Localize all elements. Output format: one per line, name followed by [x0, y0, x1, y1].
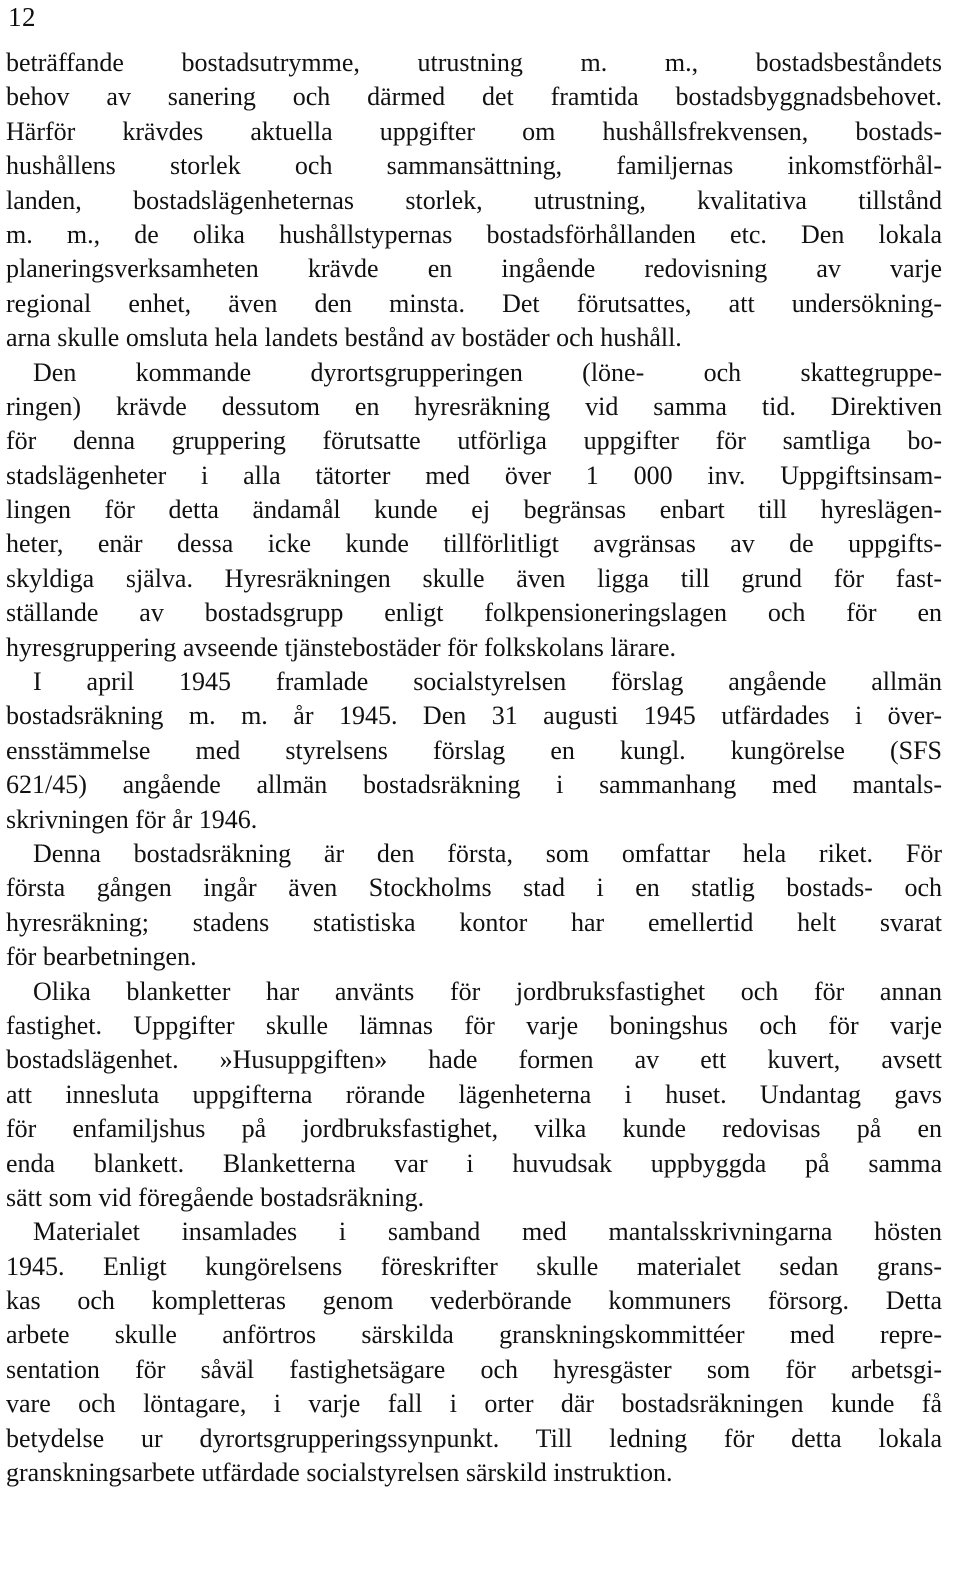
- text-line: lingen för detta ändamål kunde ej begränsas enbart till hyreslägen-: [6, 495, 942, 525]
- text-line: hushållens storlek och sammansättning, familjernas inkomstförhål-: [6, 151, 942, 181]
- text-line: för bearbetningen.: [6, 942, 197, 972]
- text-line: planeringsverksamheten krävde en ingående redovisning av varje: [6, 254, 942, 284]
- text-line: regional enhet, även den minsta. Det förutsattes, att undersökning-: [6, 288, 942, 318]
- text-line: bostadsräkning m. m. år 1945. Den 31 augusti 1945 utfärdades i över-: [6, 701, 942, 731]
- text-line: ringen) krävde dessutom en hyresräkning vid samma tid. Direktiven: [6, 391, 942, 421]
- text-line: stadslägenheter i alla tätorter med över 1 000 inv. Uppgiftsinsam-: [6, 460, 942, 490]
- text-line: ställande av bostadsgrupp enligt folkpensioneringslagen och för en: [6, 598, 942, 628]
- text-line: beträffande bostadsutrymme, utrustning m. m., bostadsbeståndets: [6, 48, 942, 77]
- text-line: 621/45) angående allmän bostadsräkning i sammanhang med mantals-: [6, 770, 942, 800]
- text-line: granskningsarbete utfärdade socialstyrelsen särskild instruktion.: [6, 1458, 673, 1488]
- text-line: arna skulle omsluta hela landets bestånd av bostäder och hushåll.: [6, 323, 682, 353]
- text-line: 1945. Enligt kungörelsens föreskrifter skulle materialet sedan grans-: [6, 1251, 942, 1281]
- text-line: arbete skulle anförtros särskilda granskningskommittéer med repre-: [6, 1320, 942, 1350]
- text-line: landen, bostadslägenheternas storlek, utrustning, kvalitativa tillstånd: [6, 185, 942, 215]
- text-line: vare och löntagare, i varje fall i orter där bostadsräkningen kunde få: [6, 1389, 942, 1419]
- text-line: för denna gruppering förutsatte utförliga uppgifter för samtliga bo-: [6, 426, 942, 456]
- text-line: skrivningen för år 1946.: [6, 804, 258, 834]
- text-line: hyresräkning; stadens statistiska kontor har emellertid helt svarat: [6, 907, 942, 937]
- text-line: Denna bostadsräkning är den första, som omfattar hela riket. För: [33, 838, 942, 868]
- text-line: enda blankett. Blanketterna var i huvudsak uppbyggda på samma: [6, 1148, 942, 1178]
- text-line: Härför krävdes aktuella uppgifter om hushållsfrekvensen, bostads-: [6, 116, 942, 146]
- text-line: heter, enär dessa icke kunde tillförlitligt avgränsas av de uppgifts-: [6, 529, 942, 559]
- text-line: Olika blanketter har använts för jordbruksfastighet och för annan: [33, 976, 942, 1006]
- body-text: [6, 46, 942, 1490]
- text-line: sentation för såväl fastighetsägare och hyresgäster som för arbetsgi-: [6, 1354, 942, 1384]
- text-line: Den kommande dyrortsgrupperingen (löne- och skattegruppe-: [33, 357, 942, 387]
- text-line: för enfamiljshus på jordbruksfastighet, vilka kunde redovisas på en: [6, 1114, 942, 1144]
- text-line: betydelse ur dyrortsgrupperingssynpunkt. Till ledning för detta lokala: [6, 1423, 942, 1453]
- text-line: sätt som vid föregående bostadsräkning.: [6, 1182, 425, 1212]
- text-line: fastighet. Uppgifter skulle lämnas för varje boningshus och för varje: [6, 1010, 942, 1040]
- text-line: m. m., de olika hushållstypernas bostadsförhållanden etc. Den lokala: [6, 219, 942, 249]
- page-number: 12: [8, 2, 36, 32]
- text-line: behov av sanering och därmed det framtida bostadsbyggnadsbehovet.: [6, 82, 942, 112]
- text-line: skyldiga själva. Hyresräkningen skulle även ligga till grund för fast-: [6, 563, 942, 593]
- text-line: hyresgruppering avseende tjänstebostäder för folkskolans lärare.: [6, 632, 676, 662]
- text-line: bostadslägenhet. »Husuppgiften» hade formen av ett kuvert, avsett: [6, 1045, 942, 1075]
- text-line: ensstämmelse med styrelsens förslag en kungl. kungörelse (SFS: [6, 735, 942, 765]
- text-line: att innesluta uppgifterna rörande lägenheterna i huset. Undantag gavs: [6, 1079, 942, 1109]
- text-line: I april 1945 framlade socialstyrelsen förslag angående allmän: [33, 667, 942, 697]
- text-line: Materialet insamlades i samband med mantalsskrivningarna hösten: [33, 1217, 942, 1247]
- text-line: kas och kompletteras genom vederbörande kommuners försorg. Detta: [6, 1286, 942, 1316]
- text-line: första gången ingår även Stockholms stad i en statlig bostads- och: [6, 873, 942, 903]
